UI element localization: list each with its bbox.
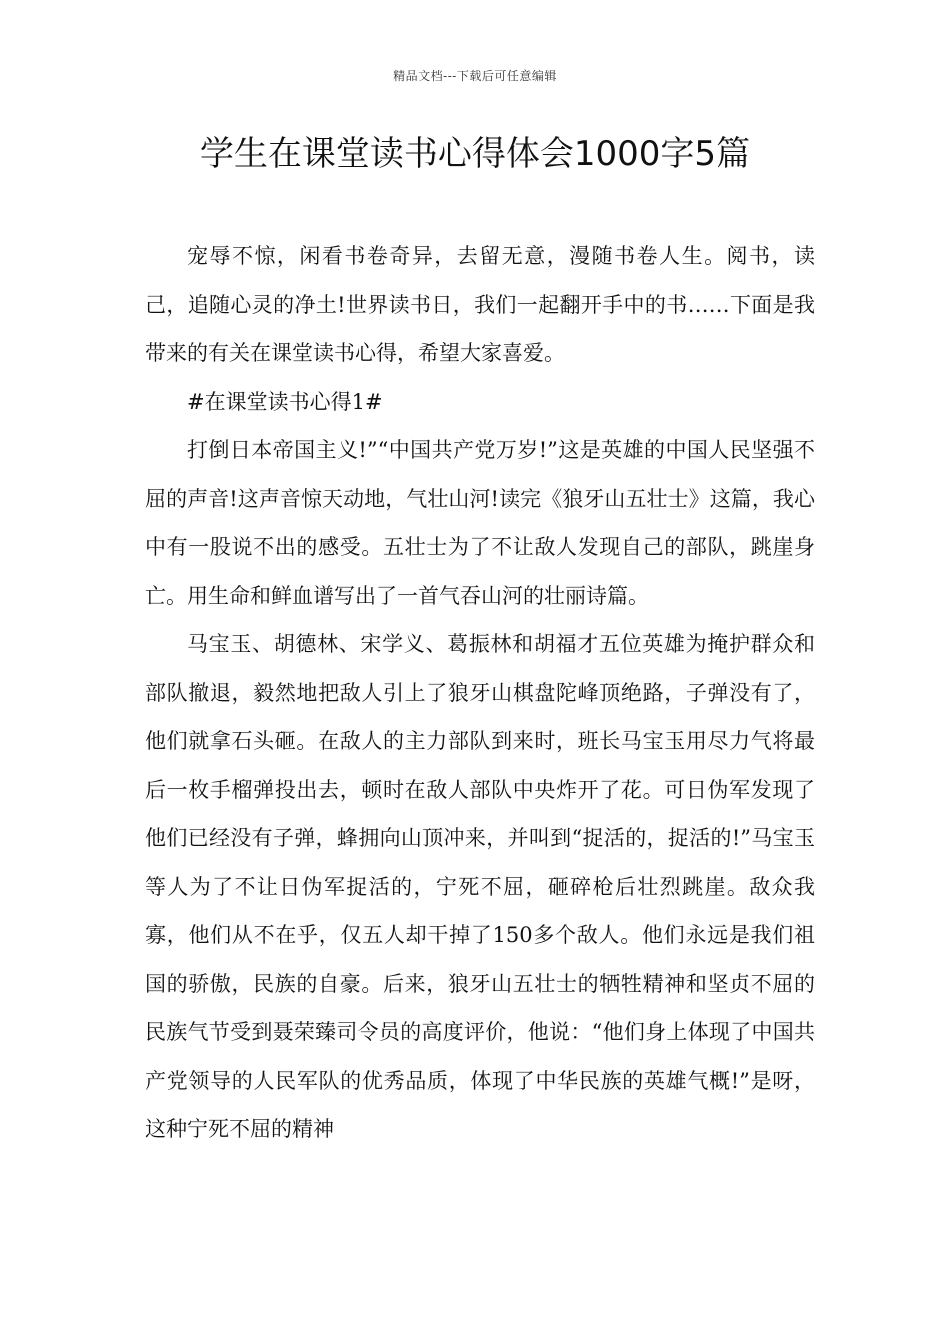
document-body [145, 232, 815, 1154]
intro-paragraph: 宠辱不惊，闲看书卷奇异，去留无意，漫随书卷人生。阅书，读己，追随心灵的净土!世界读书日，我们一起翻开手中的书……下面是我带来的有关在课堂读书心得，希望大家喜爱。 [145, 244, 815, 365]
body-paragraph: 打倒日本帝国主义!”“中国共产党万岁!”这是英雄的中国人民坚强不屈的声音!这声音惊天动地，气壮山河!读完《狼牙山五壮士》这篇，我心中有一股说不出的感受。五壮士为了不让敌人发现自己的部队，跳崖身亡。用生命和鲜血谱写出了一首气吞山河的壮丽诗篇。 [145, 438, 815, 608]
section-heading: #在课堂读书心得1# [187, 389, 383, 414]
document-title: 学生在课堂读书心得体会1000字5篇 [199, 134, 751, 174]
header-note: 精品文档---下载后可任意编辑 [393, 69, 557, 83]
body-paragraph: 马宝玉、胡德林、宋学义、葛振林和胡福才五位英雄为掩护群众和部队撤退，毅然地把敌人引上了狼牙山棋盘陀峰顶绝路，子弹没有了，他们就拿石头砸。在敌人的主力部队到来时，班长马宝玉用尽力气将最后一枚手榴弹投出去，顿时在敌人部队中央炸开了花。可日伪军发现了他们已经没有子弹，蜂拥向山顶冲来，并叫到“捉活的，捉活的!”马宝玉等人为了不让日伪军捉活的，宁死不屈，砸碎枪后壮烈跳崖。敌众我寡，他们从不在乎，仅五人却干掉了150多个敌人。他们永远是我们祖国的骄傲，民族的自豪。后来，狼牙山五壮士的牺牲精神和坚贞不屈的民族气节受到聂荣臻司令员的高度评价，他说：“他们身上体现了中国共产党领导的人民军队的优秀品质，体现了中华民族的英雄气概!”是呀，这种宁死不屈的精神 [145, 632, 815, 1141]
